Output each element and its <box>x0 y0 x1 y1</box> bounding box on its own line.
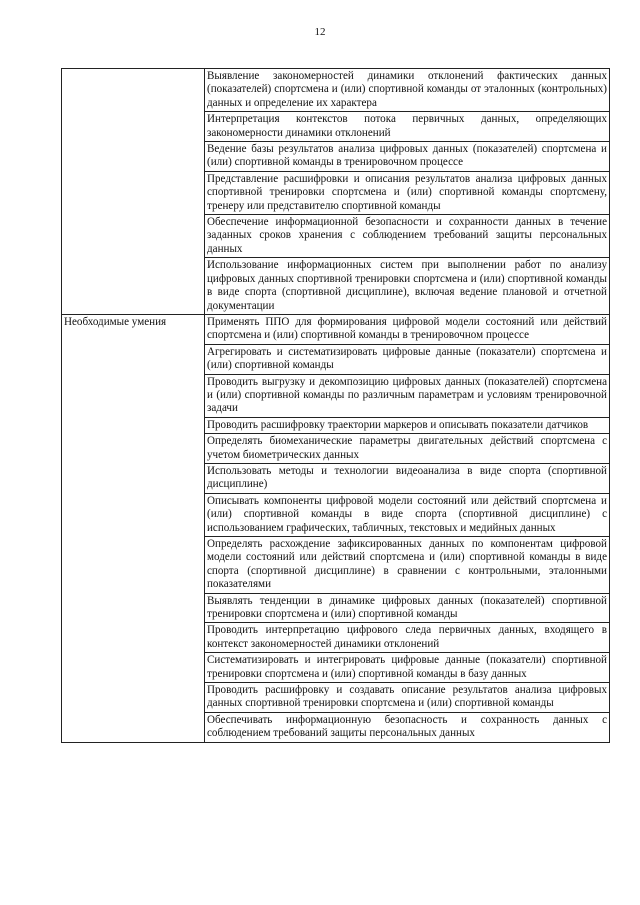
skill-item: Проводить расшифровку траектории маркеров и описывать показатели датчиков <box>205 417 610 433</box>
page-number: 12 <box>314 26 326 38</box>
skill-item: Применять ППО для формирования цифровой модели состояний или действий спортсмена и (или) спортивной команды в тренировочном процессе <box>205 314 610 344</box>
skill-item: Проводить расшифровку и создавать описание результатов анализа цифровых данных спортивной тренировки спортсмена и (или) спортивной команды <box>205 683 610 713</box>
skill-item: Обеспечивать информационную безопасность и сохранность данных с соблюдением требований защиты персональных данных <box>205 712 610 742</box>
section-label <box>62 69 205 315</box>
labor-action-item: Интерпретация контекстов потока первичных данных, определяющих закономерности динамики отклонений <box>205 112 610 142</box>
labor-action-item: Ведение базы результатов анализа цифровых данных (показателей) спортсмена и (или) спортивной команды в тренировочном процессе <box>205 142 610 172</box>
skill-item: Описывать компоненты цифровой модели состояний или действий спортсмена и (или) спортивной команды в виде спорта (спортивной дисциплине) с использованием графических, табличных, текстовых и медийных данных <box>205 493 610 536</box>
labor-action-item: Выявление закономерностей динамики отклонений фактических данных (показателей) спортсмена и (или) спортивной команды от эталонных (контрольных) данных и определение их характера <box>205 69 610 112</box>
labor-action-item: Обеспечение информационной безопасности и сохранности данных в течение заданных сроков хранения с соблюдением требований защиты персональных данных <box>205 215 610 258</box>
skill-item: Агрегировать и систематизировать цифровые данные (показатели) спортсмена и (или) спортивной команды <box>205 344 610 374</box>
section-label-required-skills: Необходимые умения <box>62 314 205 742</box>
skill-item: Проводить интерпретацию цифрового следа первичных данных, входящего в контекст закономерностей динамики отклонений <box>205 623 610 653</box>
skill-item: Проводить выгрузку и декомпозицию цифровых данных (показателей) спортсмена и (или) спортивной команды по различным параметрам и условиям тренировочной задачи <box>205 374 610 417</box>
labor-action-item: Представление расшифровки и описания результатов анализа цифровых данных спортивной тренировки спортсмена и (или) спортивной команды спортсмену, тренеру или представителю спортивной команды <box>205 171 610 214</box>
skill-item: Определять расхождение зафиксированных данных по компонентам цифровой модели состояний или действий спортсмена и (или) спортивной команды в виде спорта (спортивной дисциплине) в сравнении с контрольными, эталонными показателями <box>205 537 610 594</box>
table-row <box>62 314 610 344</box>
skill-item: Определять биомеханические параметры двигательных действий спортсмена с учетом биометрических данных <box>205 434 610 464</box>
competency-table <box>61 68 610 743</box>
skill-item: Систематизировать и интегрировать цифровые данные (показатели) спортивной тренировки спортсмена и (или) спортивной команды в базу данных <box>205 653 610 683</box>
table-row <box>62 69 610 112</box>
skill-item: Использовать методы и технологии видеоанализа в виде спорта (спортивной дисциплине) <box>205 463 610 493</box>
labor-action-item: Использование информационных систем при выполнении работ по анализу цифровых данных спортивной тренировки спортсмена и (или) спортивной команды в виде спорта (спортивной дисциплине), включая ведение плановой и отчетной документации <box>205 258 610 315</box>
skill-item: Выявлять тенденции в динамике цифровых данных (показателей) спортивной тренировки спортсмена и (или) спортивной команды <box>205 593 610 623</box>
